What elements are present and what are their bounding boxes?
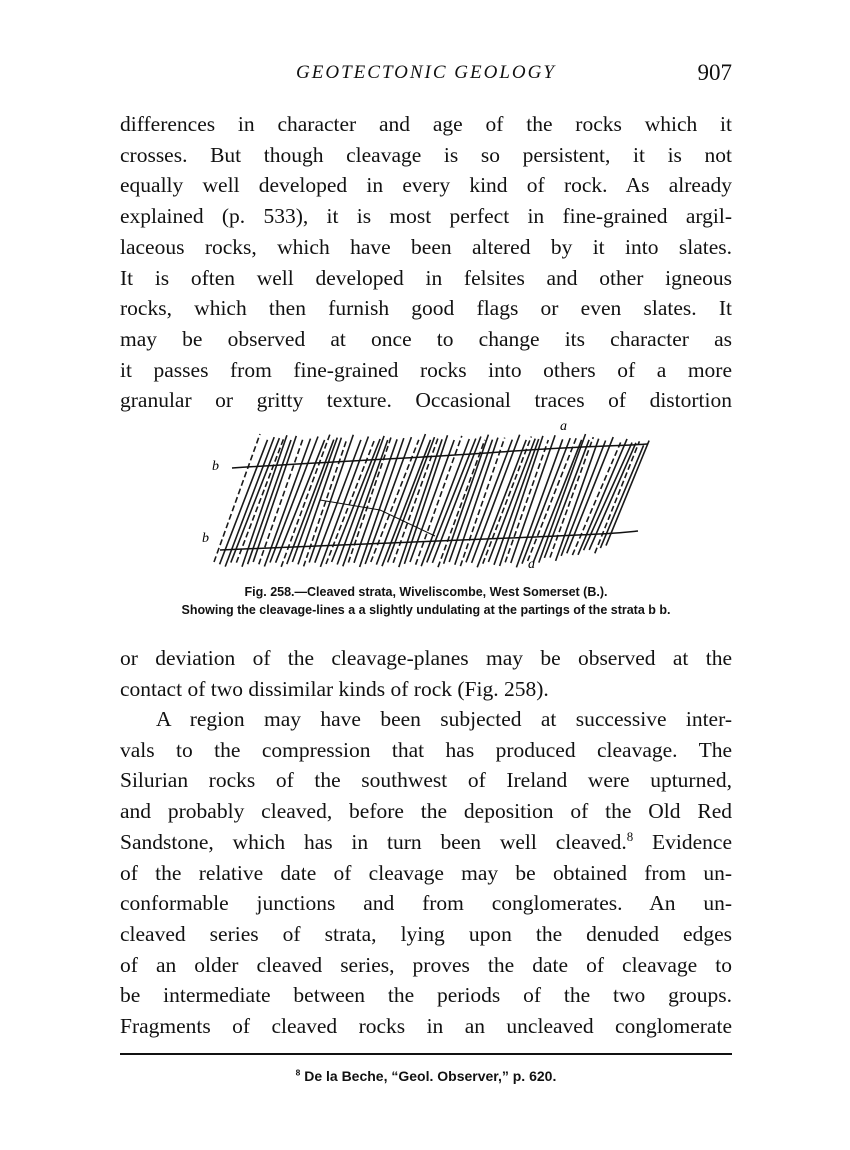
cleavage-line [572, 442, 620, 555]
cleavage-line [578, 439, 627, 555]
cleavage-line [477, 440, 526, 567]
text-line: explained (p. 533), it is most perfect in fine-grained argil- [120, 204, 732, 229]
body-paragraph-1 [120, 109, 732, 416]
text-line: granular or gritty texture. Occasional traces of distortion [120, 388, 732, 413]
text-line: and probably cleaved, before the deposition of the Old Red [120, 799, 732, 824]
label-a-bottom: a [528, 557, 535, 572]
label-b-top: b [212, 459, 219, 474]
text-line: Silurian rocks of the southwest of Ireland were upturned, [120, 768, 732, 793]
text-line: equally well developed in every kind of rock. As already [120, 173, 732, 198]
cleavage-line [606, 441, 649, 546]
footnote-text: De la Beche, “Geol. Observer,” p. 620. [304, 1068, 557, 1084]
text-line: rocks, which then furnish good flags or even slates. It [120, 296, 732, 321]
cleavage-line [460, 438, 504, 566]
page-header [120, 60, 732, 90]
figure-cleaved-strata [200, 418, 662, 576]
text-line: cleaved series of strata, lying upon the denuded edges [120, 921, 732, 946]
text-line: Fragments of cleaved rocks in an uncleaved conglomerate [120, 1014, 732, 1039]
text-line: A region may have been subjected at successive inter- [156, 707, 732, 731]
cleavage-line [455, 438, 498, 565]
text-line: contact of two dissimilar kinds of rock (Fig. 258). [120, 676, 549, 701]
text-line: be intermediate between the periods of the two groups. [120, 983, 732, 1008]
text-segment: Sandstone, which has in turn been well cleaved. [120, 829, 627, 854]
footnote [120, 1068, 732, 1084]
cleavage-line [214, 434, 260, 562]
cleavage-line [528, 437, 577, 561]
cleavage-line [522, 438, 570, 564]
cleavage-line [225, 437, 274, 566]
running-head: GEOTECTONIC GEOLOGY [296, 62, 556, 83]
text-line: or deviation of the cleavage-planes may be observed at the [120, 646, 732, 670]
text-line: it passes from fine-grained rocks into others of a more [120, 357, 732, 382]
body-paragraph-2 [120, 643, 732, 704]
cleavage-line [365, 437, 411, 564]
text-line-with-footnote-ref [120, 827, 732, 858]
text-segment: Evidence [652, 829, 732, 854]
page-number: 907 [697, 60, 732, 85]
figure-caption-description: Showing the cleavage-lines a a slightly undulating at the partings of the strata b b. [181, 603, 671, 617]
cleavage-diagram [200, 418, 662, 576]
body-paragraph-3 [120, 704, 732, 1042]
label-b-bottom: b [202, 531, 209, 546]
footnote-rule [120, 1053, 732, 1055]
cleavage-line [253, 436, 296, 562]
text-line: It is often well developed in felsites and other igneous [120, 265, 732, 290]
text-line: crosses. But though cleavage is so persistent, it is not [120, 142, 732, 167]
text-line: of an older cleaved series, proves the date of cleavage to [120, 952, 732, 977]
text-line: differences in character and age of the rocks which it [120, 112, 732, 136]
text-line: laceous rocks, which have been altered by it into slates. [120, 234, 732, 259]
cleavage-line [276, 440, 325, 563]
figure-caption-title: Fig. 258.—Cleaved strata, Wiveliscombe, West Somerset (B.). [244, 585, 608, 599]
footnote-reference[interactable]: 8 [626, 829, 634, 844]
cleavage-line [259, 439, 303, 564]
cleavage-line [376, 434, 425, 565]
label-a-top: a [560, 419, 567, 434]
text-line: may be observed at once to change its character as [120, 326, 732, 351]
text-line: of the relative date of cleavage may be obtained from un- [120, 860, 732, 885]
text-line: vals to the compression that has produced cleavage. The [120, 737, 732, 762]
text-line: conformable junctions and from conglomerates. An un- [120, 891, 732, 916]
footnote-marker: 8 [295, 1067, 301, 1078]
